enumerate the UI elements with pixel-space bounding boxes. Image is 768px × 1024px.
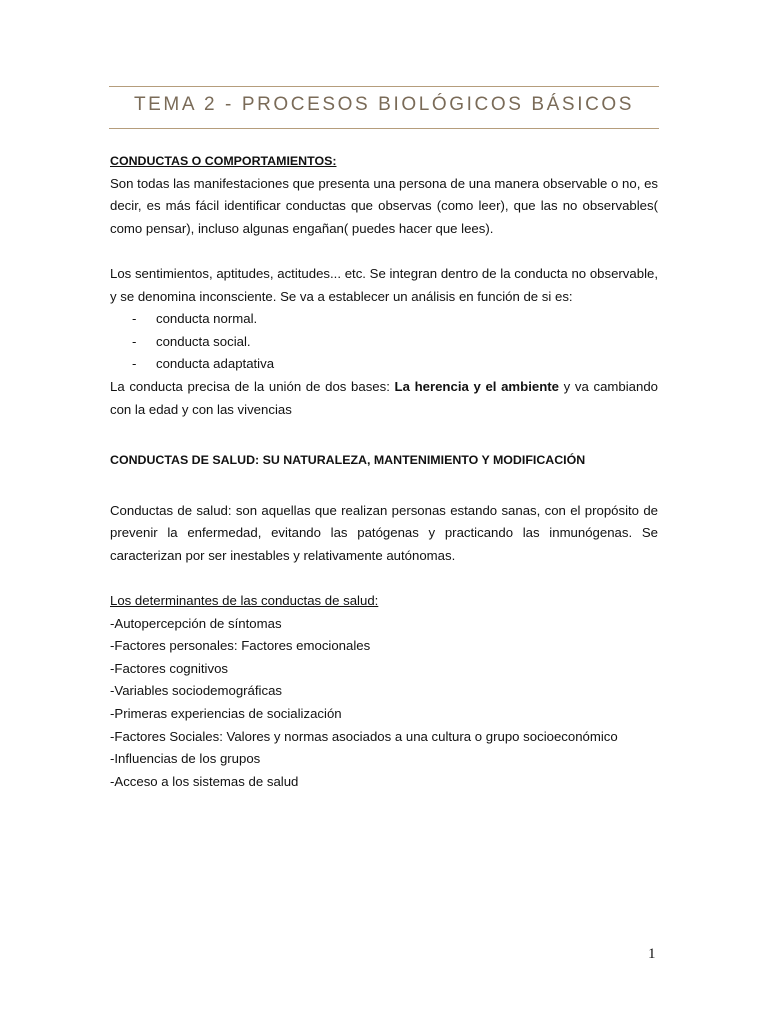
page-number: 1 bbox=[648, 946, 656, 962]
determinant-item: -Factores personales: Factores emocionales bbox=[110, 638, 371, 654]
header-bottom-rule bbox=[109, 128, 659, 129]
list-item: - conducta social. bbox=[110, 331, 658, 354]
document-body bbox=[110, 150, 658, 793]
determinant-item: -Variables sociodemográficas bbox=[110, 683, 283, 699]
document-title: TEMA 2 - PROCESOS BIOLÓGICOS BÁSICOS bbox=[133, 94, 635, 115]
conducta-list bbox=[110, 308, 658, 376]
paragraph-herencia-end: y va cambiando con la edad y con las vivencias bbox=[110, 378, 658, 417]
list-item: - conducta normal. bbox=[110, 308, 658, 331]
determinant-item: -Primeras experiencias de socialización bbox=[110, 706, 342, 722]
section-heading-salud: CONDUCTAS DE SALUD: SU NATURALEZA, MANTENIMIENTO Y MODIFICACIÓN bbox=[110, 453, 586, 468]
determinants-list bbox=[110, 613, 658, 794]
paragraph-conductas-salud: Conductas de salud: son aquellas que realizan personas estando sanas, con el propósito de prevenir la enfermedad, evitando las patógenas y practicando las inmunógenas. Se caracterizan por ser inestables y relativamente autónomas. bbox=[110, 502, 658, 563]
list-item: - conducta adaptativa bbox=[110, 353, 658, 376]
paragraph-herencia-start: La conducta precisa de la unión de dos bases: bbox=[110, 378, 395, 394]
determinants-subheading: Los determinantes de las conductas de salud: bbox=[110, 593, 379, 609]
determinant-item: -Acceso a los sistemas de salud bbox=[110, 773, 299, 789]
paragraph-definicion: Son todas las manifestaciones que presenta una persona de una manera observable o no, es decir, es más fácil identificar conductas que observas (como leer), que las no observables( como pensar), incluso algunas engañan( puedes hacer que lees). bbox=[110, 175, 658, 236]
determinant-item: -Factores cognitivos bbox=[110, 660, 228, 676]
determinant-item: -Influencias de los grupos bbox=[110, 751, 261, 767]
paragraph-herencia bbox=[110, 376, 658, 421]
determinant-item: -Factores Sociales: Valores y normas asociados a una cultura o grupo socioeconómico bbox=[110, 728, 618, 744]
paragraph-sentimientos: Los sentimientos, aptitudes, actitudes... etc. Se integran dentro de la conducta no observable, y se denomina inconsciente. Se va a establecer un análisis en función de si es: bbox=[110, 265, 658, 304]
header-top-rule bbox=[109, 86, 659, 87]
determinant-item: -Autopercepción de síntomas bbox=[110, 615, 282, 631]
herencia-ambiente-bold: La herencia y el ambiente bbox=[394, 378, 559, 394]
section-heading-conductas: CONDUCTAS O COMPORTAMIENTOS: bbox=[110, 154, 337, 168]
